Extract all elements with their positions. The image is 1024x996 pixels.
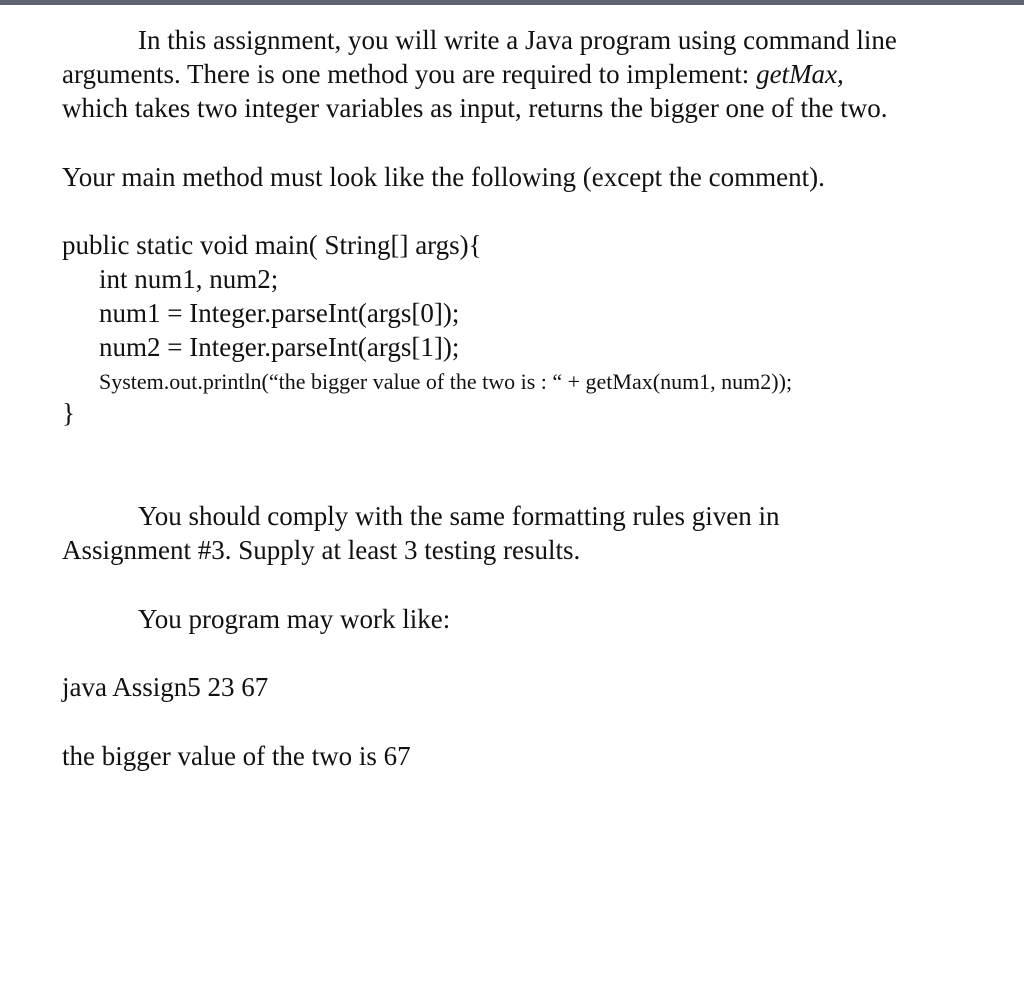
code-line-1: public static void main( String[] args){ xyxy=(62,230,482,260)
code-line-2: int num1, num2; xyxy=(99,264,279,294)
formatting-line-1: You should comply with the same formatting rules given in xyxy=(138,501,780,531)
example-command: java Assign5 23 67 xyxy=(62,672,269,702)
intro-line-3: which takes two integer variables as input, returns the bigger one of the two. xyxy=(62,93,888,123)
intro-line-1: In this assignment, you will write a Java program using command line xyxy=(138,25,897,55)
code-line-5: System.out.println(“the bigger value of the two is : “ + getMax(num1, num2)); xyxy=(99,369,793,394)
example-intro: You program may work like: xyxy=(138,604,451,634)
example-output: the bigger value of the two is 67 xyxy=(62,741,411,771)
formatting-line-2: Assignment #3. Supply at least 3 testing results. xyxy=(62,535,581,565)
code-line-4: num2 = Integer.parseInt(args[1]); xyxy=(99,332,460,362)
main-method-note: Your main method must look like the following (except the comment). xyxy=(62,162,825,192)
code-line-3: num1 = Integer.parseInt(args[0]); xyxy=(99,298,460,328)
method-name: getMax, xyxy=(756,59,844,89)
intro-line-2-text: arguments. There is one method you are required to implement: xyxy=(62,59,757,89)
top-border xyxy=(0,0,1024,5)
code-closing-brace: } xyxy=(62,398,75,428)
intro-line-2 xyxy=(62,57,844,91)
